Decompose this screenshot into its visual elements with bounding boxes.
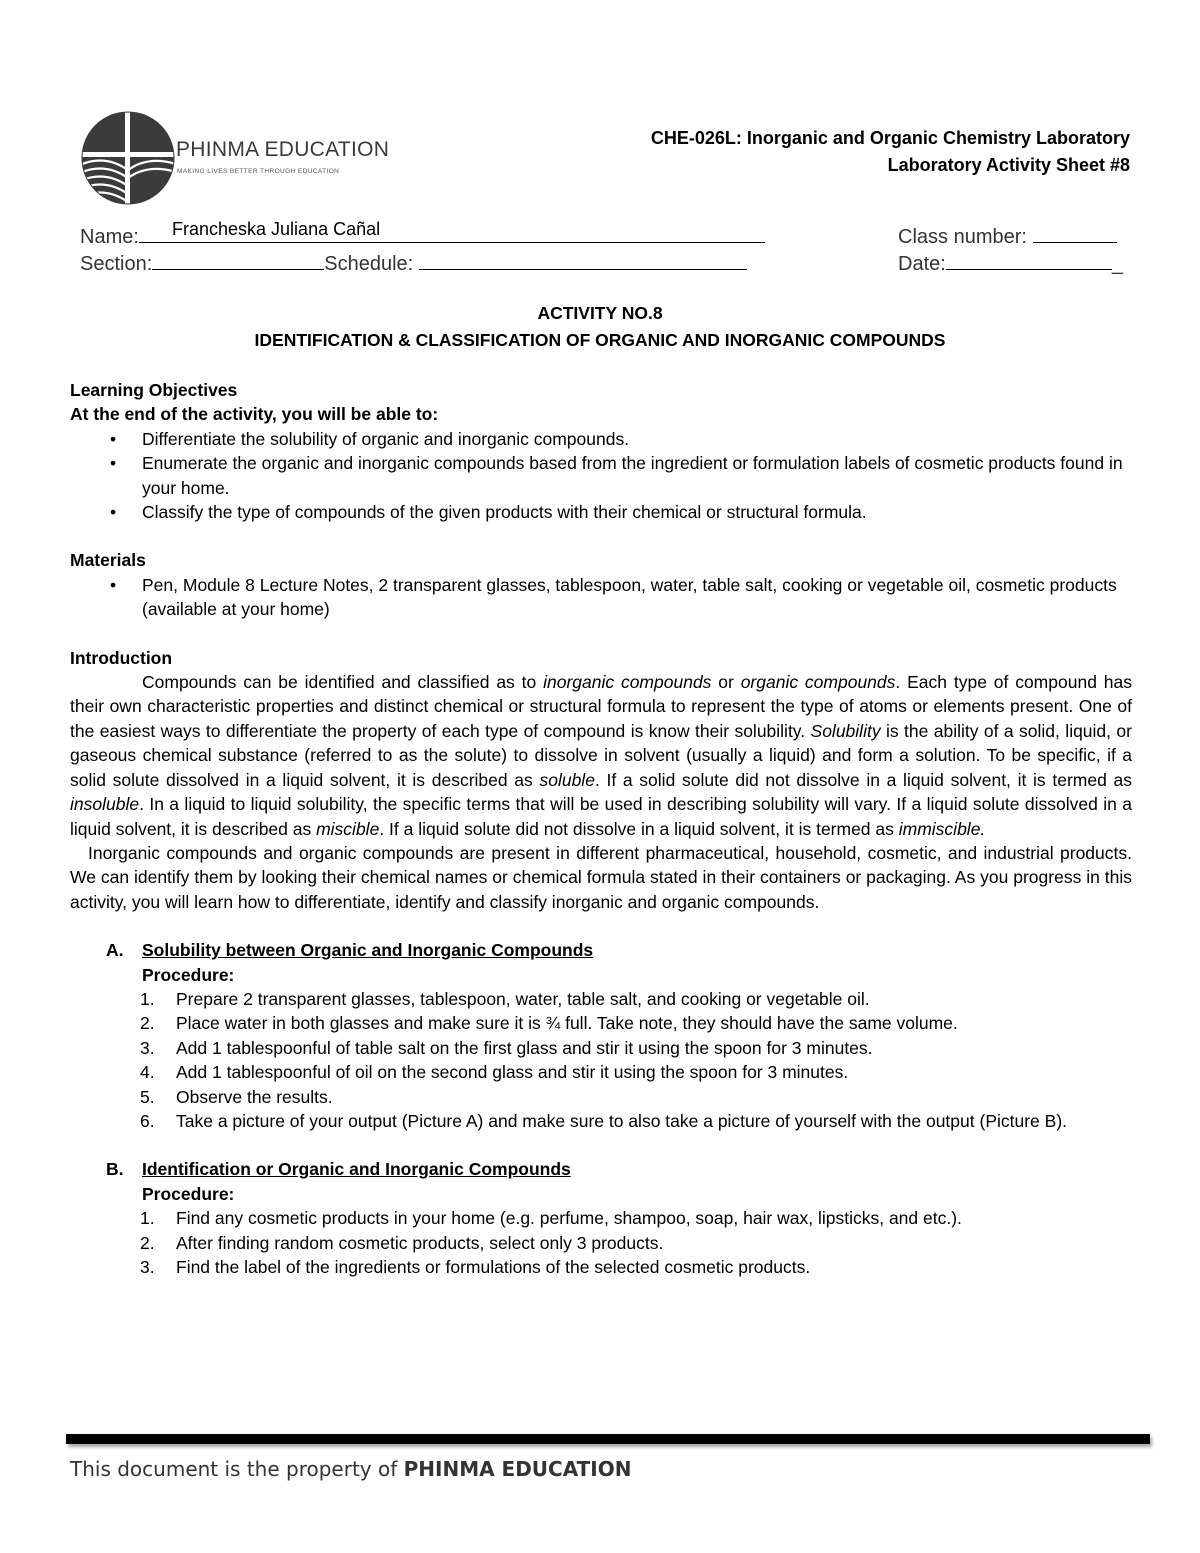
materials-list xyxy=(70,573,1132,622)
list-item: 1. Prepare 2 transparent glasses, tablespoon, water, table salt, and cooking or vegetable oil. xyxy=(140,988,870,1009)
sheet-title: Laboratory Activity Sheet #8 xyxy=(887,155,1130,175)
objectives-list xyxy=(70,427,1132,525)
list-item: 3. Find the label of the ingredients or formulations of the selected cosmetic products. xyxy=(140,1257,811,1277)
section-a-title: Solubility between Organic and Inorganic Compounds xyxy=(142,940,594,961)
section-b-procedure-label: Procedure: xyxy=(142,1183,235,1204)
objectives-heading: Learning Objectives xyxy=(70,380,238,400)
course-header xyxy=(651,125,1130,179)
footer-divider xyxy=(66,1434,1150,1444)
section-schedule-field[interactable] xyxy=(80,249,747,276)
schedule-label: Schedule: xyxy=(324,253,414,275)
class-number-label: Class number: xyxy=(898,226,1027,248)
activity-titles xyxy=(0,300,1200,354)
date-suffix: _ xyxy=(1111,253,1123,275)
section-a-letter: A. xyxy=(106,940,124,961)
list-item: 4. Add 1 tablespoonful of oil on the second glass and stir it using the spoon for 3 minutes. xyxy=(140,1062,849,1083)
activity-title: IDENTIFICATION & CLASSIFICATION OF ORGANIC AND INORGANIC COMPOUNDS xyxy=(254,330,946,350)
list-item: 6. Take a picture of your output (Picture A) and make sure to also take a picture of yourself with the output (Picture B). xyxy=(140,1110,1068,1131)
list-item: 2. After finding random cosmetic products, select only 3 products. xyxy=(140,1232,664,1253)
section-a xyxy=(70,938,1132,987)
section-a-procedure-label: Procedure: xyxy=(142,964,235,985)
class-number-field[interactable] xyxy=(898,222,1117,249)
footer-text: This document is the property of PHINMA EDUCATION xyxy=(70,1457,632,1481)
introduction-paragraph-1: Compounds can be identified and classified as to inorganic compounds or organic compounds. Each type of compound has their own characteristic properties and distinct chemical or structural formula to represent the type of atoms or elements present. One of the easiest ways to differentiate the property of each type of compound is know their solubility. Solubility is the ability of a solid, liquid, or gaseous chemical substance (referred to as the solute) to dissolve in solvent (usually a liquid) and form a solution. To be specific, if a solid solute dissolved in a liquid solvent, it is described as soluble. If a solid solute did not dissolve in a liquid solvent, it is termed as insoluble. In a liquid to liquid solubility, the specific terms that will be used in describing solubility will vary. If a liquid solute dissolved in a liquid solvent, it is described as miscible. If a liquid solute did not dissolve in a liquid solvent, it is termed as immiscible. xyxy=(70,672,1132,839)
section-line[interactable] xyxy=(152,249,324,270)
section-label: Section: xyxy=(80,253,153,275)
phinma-logo xyxy=(78,110,390,206)
section-b-letter: B. xyxy=(106,1159,124,1180)
name-label: Name: xyxy=(80,226,139,248)
objectives-subheading: At the end of the activity, you will be able to: xyxy=(70,404,439,425)
list-item: 5. Observe the results. xyxy=(140,1086,333,1107)
course-title: CHE-026L: Inorganic and Organic Chemistry Laboratory xyxy=(650,128,1130,148)
list-item: 2. Place water in both glasses and make sure it is ¾ full. Take note, they should have the same volume. xyxy=(140,1013,958,1034)
list-item: • Pen, Module 8 Lecture Notes, 2 transparent glasses, tablespoon, water, table salt, cooking or vegetable oil, cosmetic products (available at your home) xyxy=(70,573,1132,622)
footer-brand: PHINMA EDUCATION xyxy=(403,1457,632,1481)
list-item: • Differentiate the solubility of organic and inorganic compounds. xyxy=(70,427,1132,451)
materials-heading: Materials xyxy=(70,550,146,571)
section-a-steps xyxy=(70,987,1132,1133)
schedule-line[interactable] xyxy=(419,249,747,270)
list-item: • Classify the type of compounds of the given products with their chemical or structural formula. xyxy=(70,500,1132,524)
book-globe-icon xyxy=(78,110,178,206)
section-b xyxy=(70,1157,1132,1206)
introduction-heading: Introduction xyxy=(70,647,173,668)
list-item: 3. Add 1 tablespoonful of table salt on the first glass and stir it using the spoon for 3 minutes. xyxy=(140,1037,873,1058)
activity-number: ACTIVITY NO.8 xyxy=(537,303,663,323)
logo-text: PHINMA EDUCATION xyxy=(176,138,390,161)
introduction-paragraph-2: Inorganic compounds and organic compounds are present in different pharmaceutical, household, cosmetic, and industrial products. We can identify them by looking their chemical names or chemical formula stated in their containers or packaging. As you progress in this activity, you will learn how to differentiate, identify and classify inorganic and organic compounds. xyxy=(70,842,1132,912)
class-number-line[interactable] xyxy=(1033,222,1117,243)
date-field[interactable] xyxy=(898,249,1123,276)
section-b-steps xyxy=(70,1206,1132,1279)
date-label: Date: xyxy=(898,253,946,275)
logo-tagline: MAKING LIVES BETTER THROUGH EDUCATION xyxy=(177,168,340,175)
date-line[interactable] xyxy=(946,249,1112,270)
list-item: 1. Find any cosmetic products in your home (e.g. perfume, shampoo, soap, hair wax, lipsticks, and etc.). xyxy=(140,1208,962,1229)
list-item: • Enumerate the organic and inorganic compounds based from the ingredient or formulation labels of cosmetic products found in your home. xyxy=(70,451,1132,500)
section-b-title: Identification or Organic and Inorganic Compounds xyxy=(142,1159,571,1180)
activity-body xyxy=(70,378,1132,1279)
student-name-value: Francheska Juliana Cañal xyxy=(172,219,381,239)
